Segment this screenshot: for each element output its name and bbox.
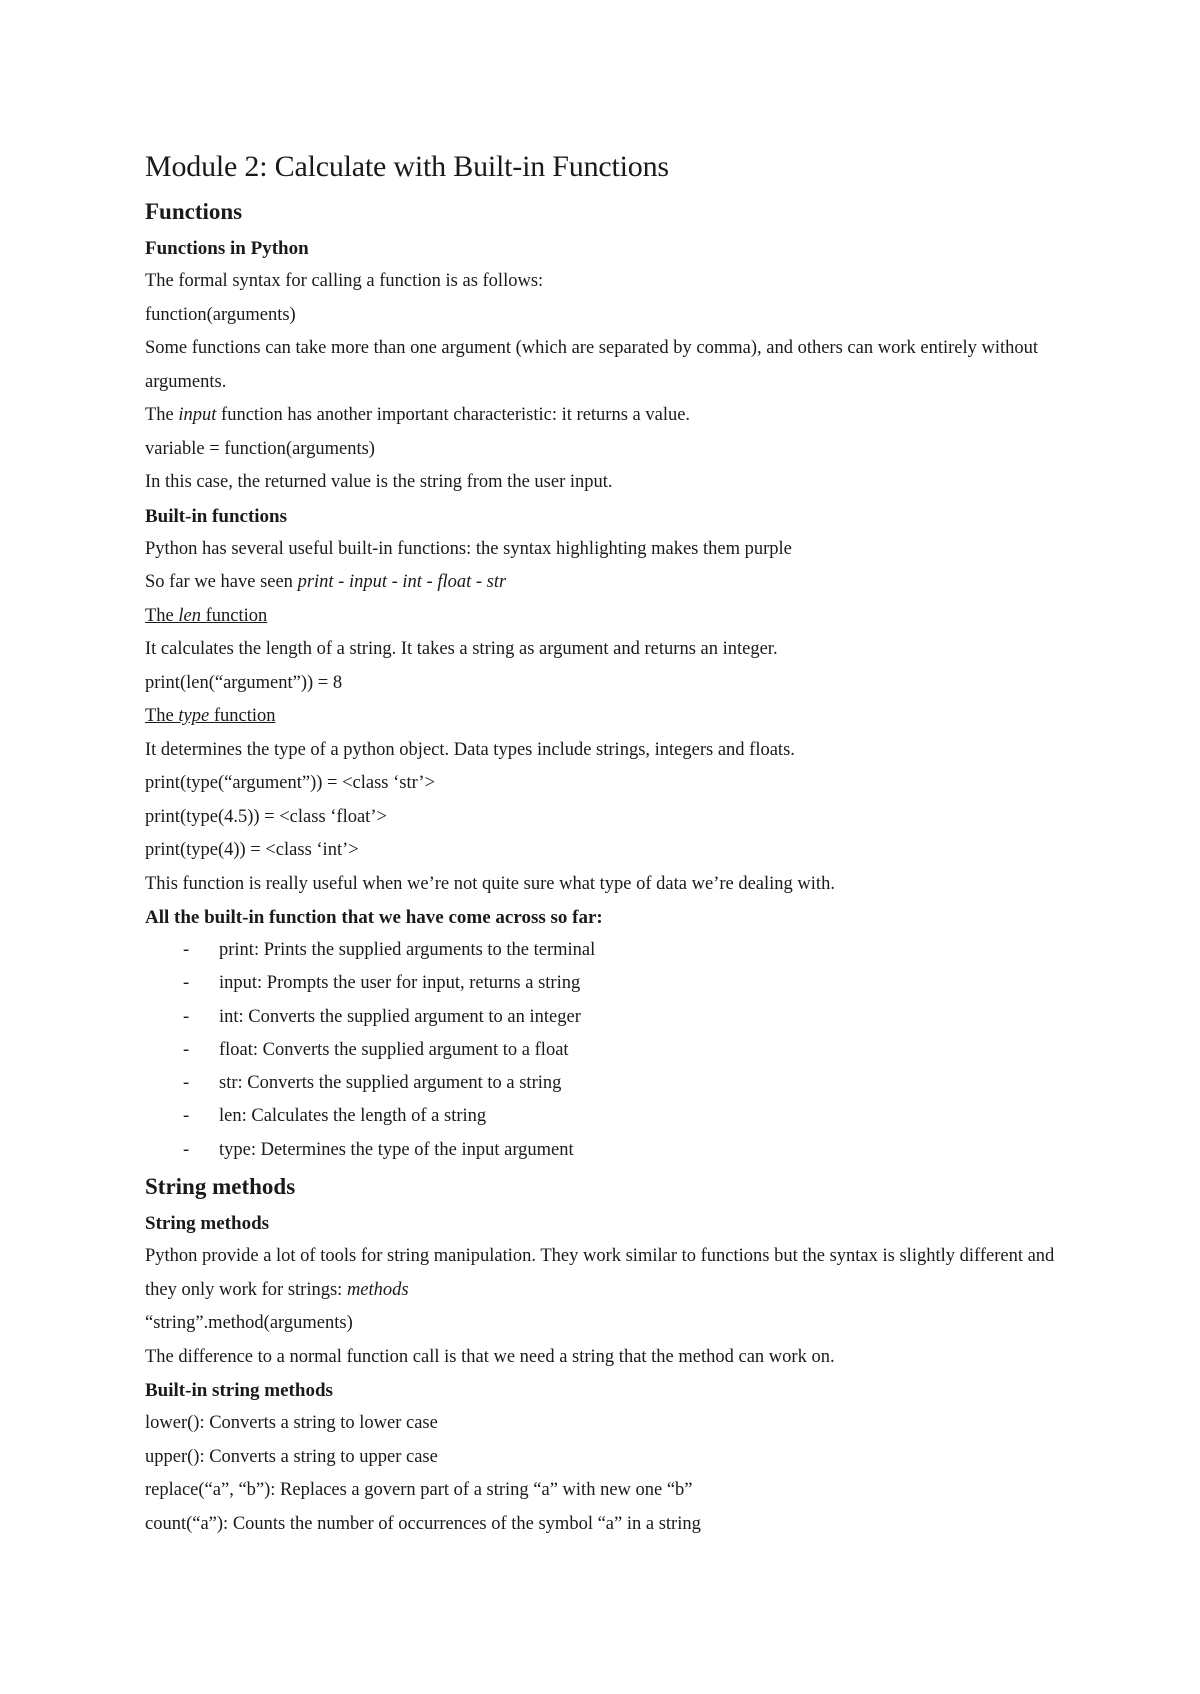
list-item <box>145 1001 1065 1034</box>
type-useful-note: This function is really useful when we’re not quite sure what type of data we’re dealing with. <box>145 873 835 894</box>
document-body <box>145 146 1065 1541</box>
list-item-text: input: Prompts the user for input, returns a string <box>219 973 581 994</box>
list-item-text: len: Calculates the length of a string <box>219 1106 487 1127</box>
type-example-1: print(type(“argument”)) = <class ‘str’> <box>145 773 436 793</box>
len-description: It calculates the length of a string. It takes a string as argument and returns an integer. <box>145 639 778 659</box>
type-example-2: print(type(4.5)) = <class ‘float’> <box>145 806 387 827</box>
len-example: print(len(“argument”)) = 8 <box>145 672 343 693</box>
input-pre: The <box>145 405 179 425</box>
list-item <box>145 934 1065 967</box>
method-lower: lower(): Converts a string to lower case <box>145 1413 438 1434</box>
method-replace: replace(“a”, “b”): Replaces a govern part of a string “a” with new one “b” <box>145 1480 693 1501</box>
list-item-text: type: Determines the type of the input argument <box>219 1139 574 1160</box>
type-post: function <box>209 706 276 726</box>
seen-pre: So far we have seen <box>145 572 298 592</box>
seen-em: print - input - int - float - str <box>297 572 507 592</box>
subheading-built-in-functions: Built-in functions <box>145 505 288 527</box>
list-item <box>145 1034 1065 1067</box>
method-upper: upper(): Converts a string to upper case <box>145 1446 438 1467</box>
len-function-heading <box>145 600 1065 634</box>
section-heading-string-methods: String methods <box>145 1174 296 1200</box>
list-item <box>145 1100 1065 1133</box>
subheading-built-in-string-methods: Built-in string methods <box>145 1380 333 1402</box>
subheading-all-builtins: All the built-in function that we have come across so far: <box>145 907 603 928</box>
type-em: type <box>178 706 210 726</box>
list-item-text: print: Prints the supplied arguments to the terminal <box>219 940 596 960</box>
builtin-note: Python has several useful built-in functions: the syntax highlighting makes them purple <box>145 538 792 559</box>
type-function-heading <box>145 700 1065 734</box>
list-item-text: str: Converts the supplied argument to a string <box>219 1073 562 1094</box>
subheading-string-methods: String methods <box>145 1213 270 1235</box>
len-pre: The <box>145 605 179 626</box>
intro-em: methods <box>346 1279 409 1300</box>
seen-so-far <box>145 566 1065 600</box>
list-item-text: float: Converts the supplied argument to a float <box>219 1039 569 1060</box>
returned-note: In this case, the returned value is the string from the user input. <box>145 472 613 492</box>
page-title: Module 2: Calculate with Built-in Functions <box>145 150 669 183</box>
input-em: input <box>178 405 217 425</box>
input-post: function has another important characteristic: it returns a value. <box>216 405 691 425</box>
method-count: count(“a”): Counts the number of occurrences of the symbol “a” in a string <box>145 1513 701 1534</box>
builtin-function-list <box>145 934 1065 1167</box>
dash-bullet: - <box>183 1039 190 1060</box>
intro-pre: Python provide a lot of tools for string manipulation. They work similar to functions but the syntax is slightly different and they only work for strings: <box>145 1246 1055 1300</box>
section-heading-functions: Functions <box>145 199 243 224</box>
dash-bullet: - <box>183 1073 190 1094</box>
dash-bullet: - <box>183 1139 190 1160</box>
variable-syntax: variable = function(arguments) <box>145 438 375 459</box>
dash-bullet: - <box>183 1106 190 1127</box>
type-description: It determines the type of a python object. Data types include strings, integers and floats. <box>145 739 795 760</box>
method-syntax: “string”.method(arguments) <box>145 1313 353 1334</box>
dash-bullet: - <box>183 940 190 960</box>
type-pre: The <box>145 706 179 726</box>
len-post: function <box>201 605 268 626</box>
method-difference: The difference to a normal function call is that we need a string that the method can work on. <box>145 1346 835 1367</box>
list-item <box>145 1067 1065 1100</box>
dash-bullet: - <box>183 973 190 994</box>
input-characteristic <box>145 399 1065 433</box>
list-item-text: int: Converts the supplied argument to an integer <box>219 1006 581 1027</box>
syntax-example: function(arguments) <box>145 304 296 325</box>
syntax-intro: The formal syntax for calling a function is as follows: <box>145 271 544 291</box>
subheading-functions-in-python: Functions in Python <box>145 238 309 259</box>
type-example-3: print(type(4)) = <class ‘int’> <box>145 840 359 860</box>
len-em: len <box>178 605 201 626</box>
string-methods-intro <box>145 1240 1065 1307</box>
dash-bullet: - <box>183 1006 190 1027</box>
list-item <box>145 1134 1065 1167</box>
list-item <box>145 967 1065 1000</box>
arguments-note: Some functions can take more than one argument (which are separated by comma), and others can work entirely without arguments. <box>145 338 1039 392</box>
